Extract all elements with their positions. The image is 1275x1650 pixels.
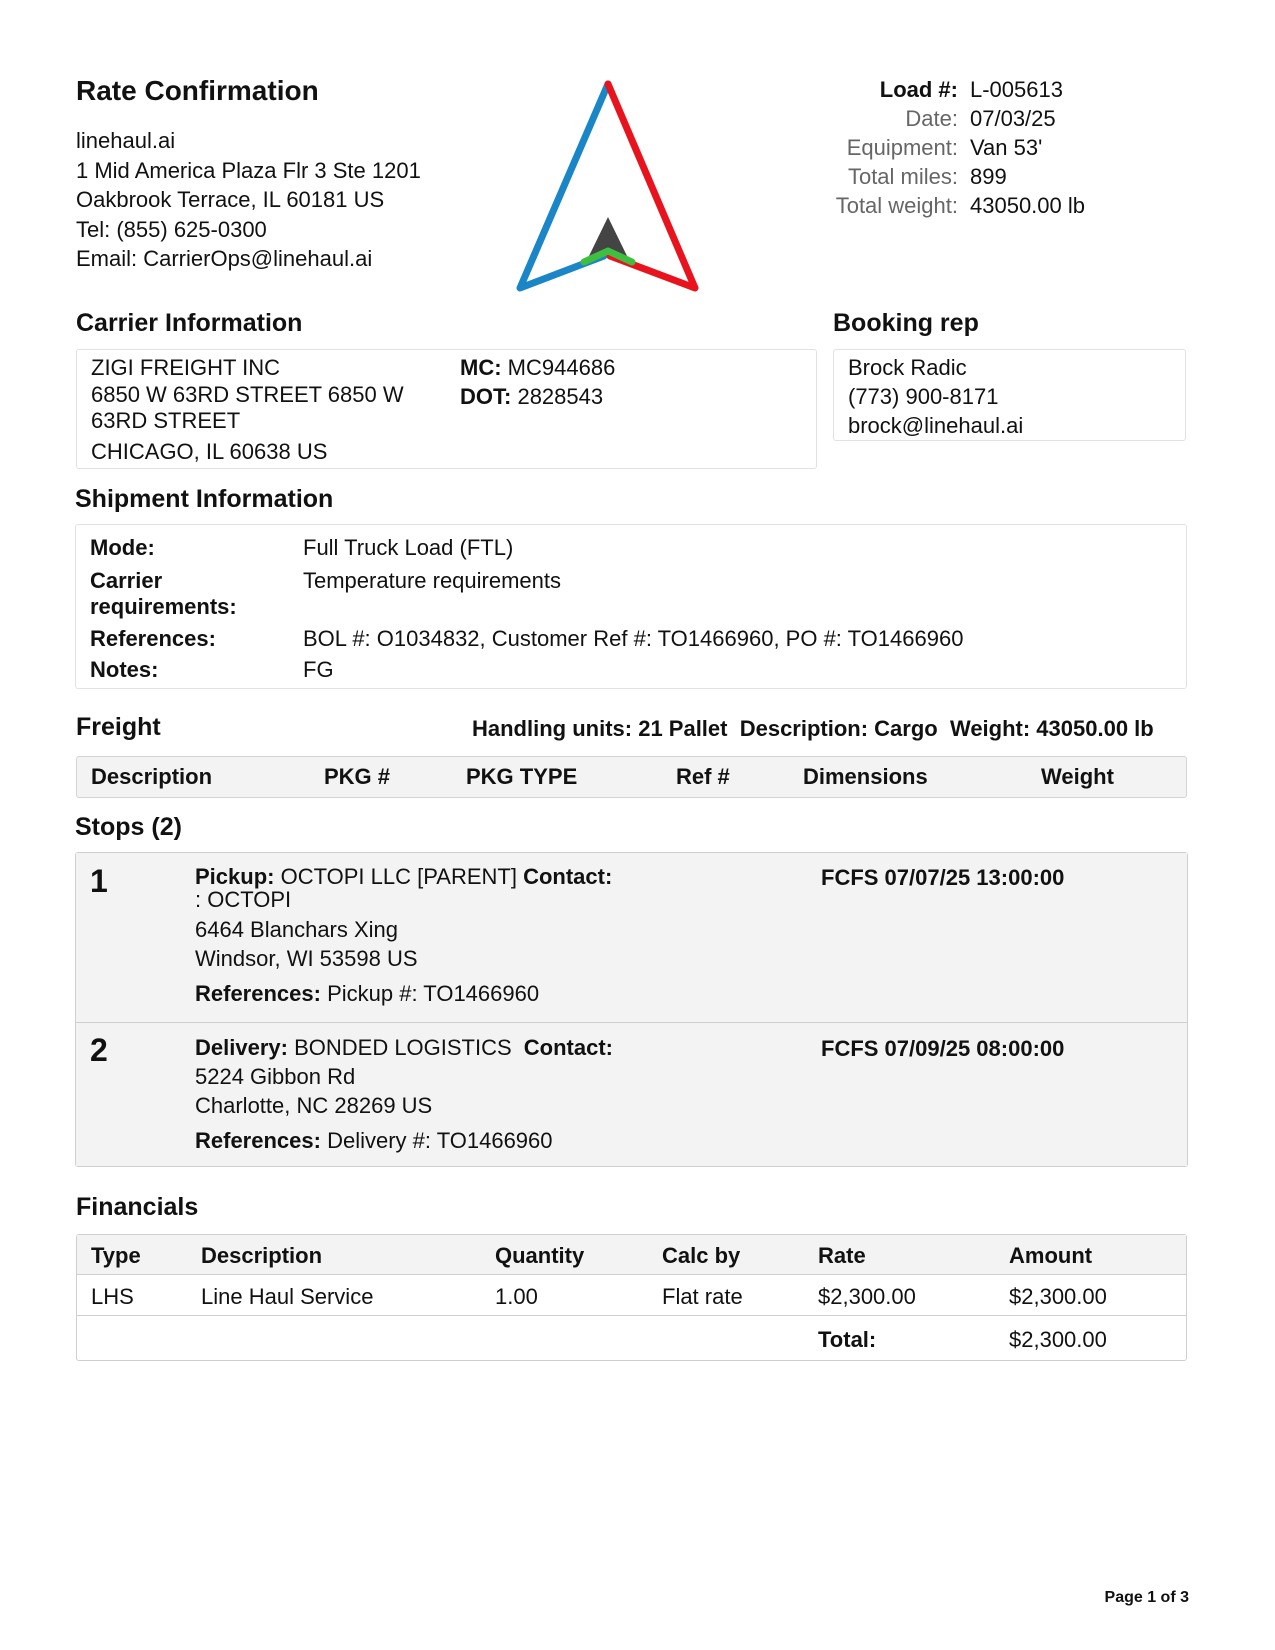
stop-type-label: Delivery: [195, 1035, 288, 1060]
total-weight-value: 43050.00 lb [970, 193, 1085, 218]
freight-col-pkg-number: PKG # [324, 764, 391, 789]
freight-col-dimensions: Dimensions [803, 764, 928, 789]
stop-company-name: OCTOPI LLC [PARENT] [280, 864, 517, 889]
shipment-heading: Shipment Information [75, 485, 334, 513]
stop-type-label: Pickup: [195, 864, 275, 889]
load-number-label: Load #: [879, 77, 958, 102]
carrier-address-line2: 63RD STREET [91, 408, 241, 433]
fin-col-rate: Rate [818, 1243, 866, 1268]
carrier-requirements-value: Temperature requirements [303, 568, 562, 593]
dot-label: DOT: [460, 384, 512, 409]
stop-number: 1 [90, 863, 108, 899]
fin-quantity: 1.00 [495, 1284, 538, 1309]
equipment-value: Van 53' [970, 135, 1043, 160]
stop-address-2: Windsor, WI 53598 US [195, 946, 418, 971]
stops-list [75, 852, 1188, 1167]
stop-references-value: Delivery #: TO1466960 [327, 1128, 553, 1153]
stop-appointment-time: FCFS 07/07/25 13:00:00 [821, 865, 1065, 890]
booking-rep-box [833, 349, 1186, 441]
carrier-name: ZIGI FREIGHT INC [91, 355, 281, 380]
fin-total-value: $2,300.00 [1009, 1327, 1107, 1352]
financials-header-row [77, 1235, 1186, 1275]
date-value: 07/03/25 [970, 106, 1056, 131]
load-number-row [780, 75, 1180, 105]
carrier-heading: Carrier Information [76, 309, 303, 337]
equipment-label: Equipment: [846, 135, 958, 160]
total-weight-label: Total weight: [835, 193, 958, 218]
notes-label: Notes: [90, 657, 159, 682]
carrier-city: CHICAGO, IL 60638 US [91, 439, 328, 464]
stop-references-value: Pickup #: TO1466960 [327, 981, 540, 1006]
carrier-requirements-label [90, 568, 237, 620]
fin-col-calc-by: Calc by [662, 1243, 741, 1268]
dot-value: 2828543 [517, 384, 604, 409]
stop-number: 2 [90, 1032, 108, 1068]
page-number: Page 1 of 3 [1104, 1589, 1189, 1606]
stop-address-1: 5224 Gibbon Rd [195, 1064, 356, 1089]
carrier-address [91, 382, 404, 434]
fin-col-description: Description [201, 1243, 323, 1268]
stop-references-label: References: [195, 1128, 321, 1153]
carrier-box [76, 349, 817, 469]
freight-col-weight: Weight [1041, 764, 1114, 789]
date-label: Date: [905, 106, 958, 131]
shipment-box [75, 524, 1187, 689]
load-number-value: L-005613 [970, 77, 1063, 102]
freight-summary: Handling units: 21 Pallet Description: Cargo Weight: 43050.00 lb [472, 716, 1154, 741]
stop-appointment-time: FCFS 07/09/25 08:00:00 [821, 1036, 1065, 1061]
mc-label: MC: [460, 355, 502, 380]
company-address-2: Oakbrook Terrace, IL 60181 US [76, 187, 385, 212]
stops-heading: Stops (2) [75, 813, 182, 841]
company-name: linehaul.ai [76, 128, 176, 153]
rep-name: Brock Radic [848, 355, 967, 380]
total-miles-value: 899 [970, 164, 1007, 189]
date-row [780, 104, 1180, 134]
stop-contact-value: : OCTOPI [195, 887, 292, 912]
logo [512, 78, 702, 298]
total-miles-row [780, 162, 1180, 192]
fin-total-label: Total: [818, 1327, 877, 1352]
carrier-address-line1: 6850 W 63RD STREET 6850 W [91, 382, 404, 407]
carrier-dot [460, 382, 603, 412]
rep-email: brock@linehaul.ai [848, 413, 1024, 438]
carrier-requirements-label-line2: requirements: [90, 594, 237, 619]
stop-item-1 [76, 853, 1187, 1023]
company-block [76, 126, 421, 274]
fin-description: Line Haul Service [201, 1284, 374, 1309]
freight-col-description: Description [91, 764, 213, 789]
mc-value: MC944686 [507, 355, 616, 380]
fin-col-amount: Amount [1009, 1243, 1093, 1268]
stop-company-name: BONDED LOGISTICS [294, 1035, 512, 1060]
carrier-mc [460, 353, 615, 383]
references-label: References: [90, 626, 216, 651]
stop-contact-label: Contact: [523, 864, 613, 889]
stop-references [195, 1126, 553, 1155]
page-title: Rate Confirmation [76, 75, 319, 106]
freight-col-pkg-type: PKG TYPE [466, 764, 578, 789]
financials-table [76, 1234, 1187, 1361]
stop-address-2: Charlotte, NC 28269 US [195, 1093, 433, 1118]
stop-delivery-line [195, 1033, 613, 1062]
references-value: BOL #: O1034832, Customer Ref #: TO1466960, PO #: TO1466960 [303, 626, 964, 651]
load-info [780, 75, 1180, 225]
equipment-row [780, 133, 1180, 163]
fin-amount: $2,300.00 [1009, 1284, 1107, 1309]
total-weight-row [780, 191, 1180, 221]
company-tel: Tel: (855) 625-0300 [76, 216, 267, 242]
stop-item-2 [76, 1024, 1187, 1166]
mode-label: Mode: [90, 535, 155, 560]
stop-contact-label: Contact: [523, 1035, 614, 1060]
freight-table-header [76, 756, 1187, 798]
fin-col-quantity: Quantity [495, 1243, 585, 1268]
company-email: Email: CarrierOps@linehaul.ai [76, 246, 373, 271]
stop-references [195, 979, 539, 1008]
financials-row [77, 1275, 1186, 1316]
financials-heading: Financials [76, 1193, 199, 1221]
fin-rate: $2,300.00 [818, 1284, 916, 1309]
booking-rep-heading: Booking rep [833, 309, 979, 337]
fin-calc-by: Flat rate [662, 1284, 743, 1309]
total-miles-label: Total miles: [847, 164, 958, 189]
financials-total-row [77, 1317, 1186, 1361]
stop-address-1: 6464 Blanchars Xing [195, 917, 399, 942]
freight-heading: Freight [76, 713, 161, 741]
freight-col-ref: Ref # [676, 764, 730, 789]
notes-value: FG [303, 657, 334, 682]
mode-value: Full Truck Load (FTL) [303, 535, 514, 560]
fin-col-type: Type [91, 1243, 141, 1268]
stop-references-label: References: [195, 981, 321, 1006]
carrier-requirements-label-line1: Carrier [90, 568, 163, 593]
company-address-1: 1 Mid America Plaza Flr 3 Ste 1201 [76, 157, 421, 183]
fin-type: LHS [91, 1284, 134, 1309]
rep-phone: (773) 900-8171 [848, 384, 999, 409]
